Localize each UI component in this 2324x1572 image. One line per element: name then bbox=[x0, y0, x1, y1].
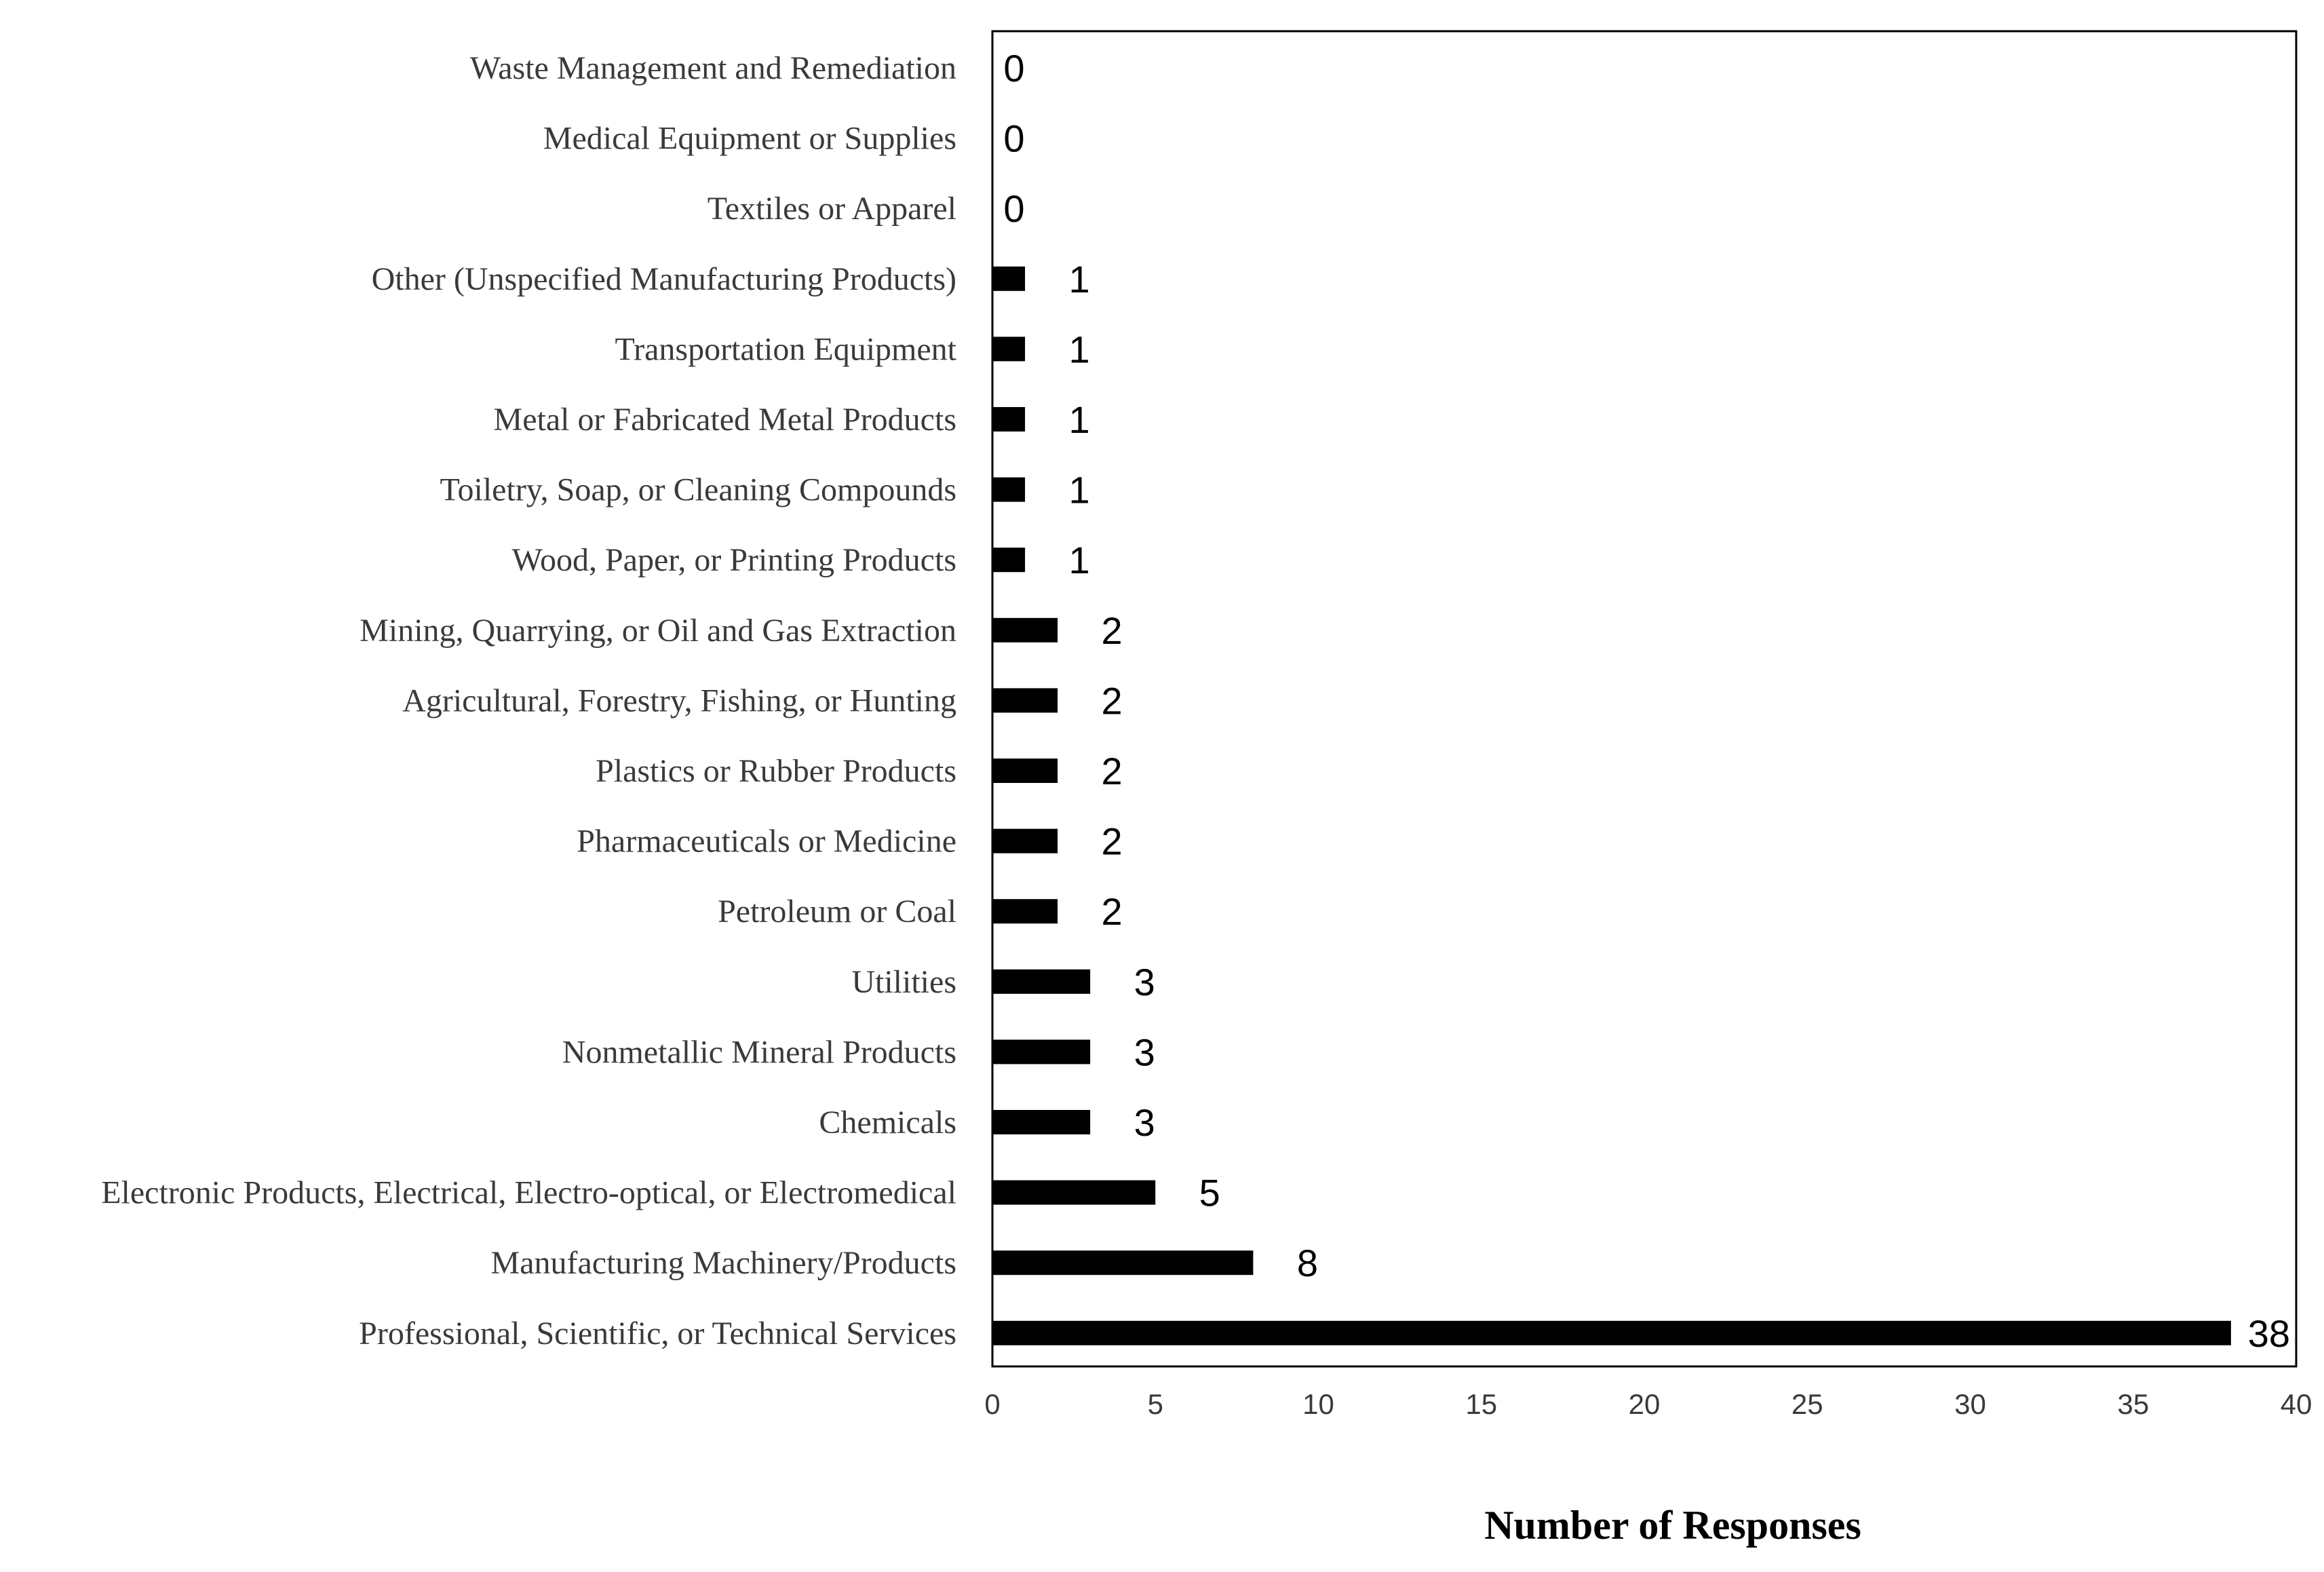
x-tick-label: 5 bbox=[1147, 1388, 1163, 1420]
x-tick-label: 30 bbox=[1954, 1388, 1986, 1420]
data-label: 2 bbox=[1101, 890, 1123, 934]
data-label: 2 bbox=[1101, 750, 1123, 792]
category-label: Wood, Paper, or Printing Products bbox=[511, 542, 956, 579]
bar bbox=[992, 337, 1025, 361]
category-label: Transportation Equipment bbox=[615, 331, 956, 368]
bar bbox=[992, 548, 1025, 572]
data-label: 1 bbox=[1068, 257, 1090, 301]
data-label: 5 bbox=[1199, 1171, 1220, 1214]
data-label: 2 bbox=[1101, 679, 1123, 723]
x-tick-label: 15 bbox=[1465, 1388, 1498, 1420]
category-label: Other (Unspecified Manufacturing Products) bbox=[371, 261, 956, 297]
category-labels-group bbox=[101, 50, 956, 1351]
data-label: 1 bbox=[1068, 328, 1090, 371]
bar bbox=[992, 899, 1058, 923]
bar bbox=[992, 688, 1058, 712]
category-label: Nonmetallic Mineral Products bbox=[562, 1034, 956, 1071]
bar bbox=[992, 267, 1025, 291]
category-label: Agricultural, Forestry, Fishing, or Hunting bbox=[402, 683, 956, 719]
x-tick-label: 40 bbox=[2280, 1388, 2312, 1420]
x-tick-label: 10 bbox=[1302, 1388, 1334, 1420]
category-label: Textiles or Apparel bbox=[707, 191, 956, 227]
x-tick-label: 35 bbox=[2117, 1388, 2150, 1420]
x-axis-title: Number of Responses bbox=[1484, 1503, 1861, 1548]
bar bbox=[992, 1250, 1253, 1275]
category-label: Plastics or Rubber Products bbox=[596, 753, 956, 789]
data-label: 0 bbox=[1003, 187, 1025, 231]
category-label: Mining, Quarrying, or Oil and Gas Extraction bbox=[360, 612, 956, 649]
data-label: 0 bbox=[1003, 117, 1025, 160]
data-label: 3 bbox=[1134, 1031, 1155, 1074]
category-label: Pharmaceuticals or Medicine bbox=[577, 823, 956, 860]
category-label: Manufacturing Machinery/Products bbox=[490, 1245, 956, 1282]
data-label: 3 bbox=[1134, 1101, 1155, 1144]
bar bbox=[992, 618, 1058, 643]
category-label: Metal or Fabricated Metal Products bbox=[493, 402, 956, 438]
category-label: Medical Equipment or Supplies bbox=[543, 120, 956, 157]
bar bbox=[992, 1181, 1155, 1205]
data-label: 1 bbox=[1068, 539, 1090, 582]
x-tick-label: 20 bbox=[1628, 1388, 1661, 1420]
bar bbox=[992, 759, 1058, 783]
data-label: 2 bbox=[1101, 820, 1123, 863]
category-label: Chemicals bbox=[819, 1105, 956, 1140]
data-label: 0 bbox=[1003, 47, 1025, 90]
category-label: Professional, Scientific, or Technical Services bbox=[359, 1315, 956, 1351]
category-label: Petroleum or Coal bbox=[718, 894, 956, 930]
data-label: 8 bbox=[1296, 1242, 1318, 1285]
bar bbox=[992, 407, 1025, 432]
data-label: 2 bbox=[1101, 609, 1123, 652]
x-tick-labels-group bbox=[984, 1388, 2312, 1420]
bar bbox=[992, 1110, 1090, 1134]
bar bbox=[992, 829, 1058, 854]
x-tick-label: 0 bbox=[984, 1388, 1001, 1420]
data-label: 3 bbox=[1134, 960, 1155, 1003]
data-label: 1 bbox=[1068, 398, 1090, 441]
bars-group bbox=[992, 267, 2231, 1345]
plot-area-frame bbox=[992, 31, 2296, 1366]
x-tick-label: 25 bbox=[1791, 1388, 1823, 1420]
bar bbox=[992, 1321, 2231, 1345]
category-label: Waste Management and Remediation bbox=[469, 50, 956, 86]
category-label: Utilities bbox=[851, 963, 956, 1000]
category-label: Electronic Products, Electrical, Electro-optical, or Electromedical bbox=[101, 1174, 956, 1211]
bar bbox=[992, 1039, 1090, 1064]
bar bbox=[992, 970, 1090, 994]
data-label: 1 bbox=[1068, 468, 1090, 512]
value-labels-group bbox=[1003, 47, 2290, 1355]
data-label: 38 bbox=[2247, 1311, 2291, 1355]
bar bbox=[992, 478, 1025, 502]
category-label: Toiletry, Soap, or Cleaning Compounds bbox=[440, 472, 956, 508]
